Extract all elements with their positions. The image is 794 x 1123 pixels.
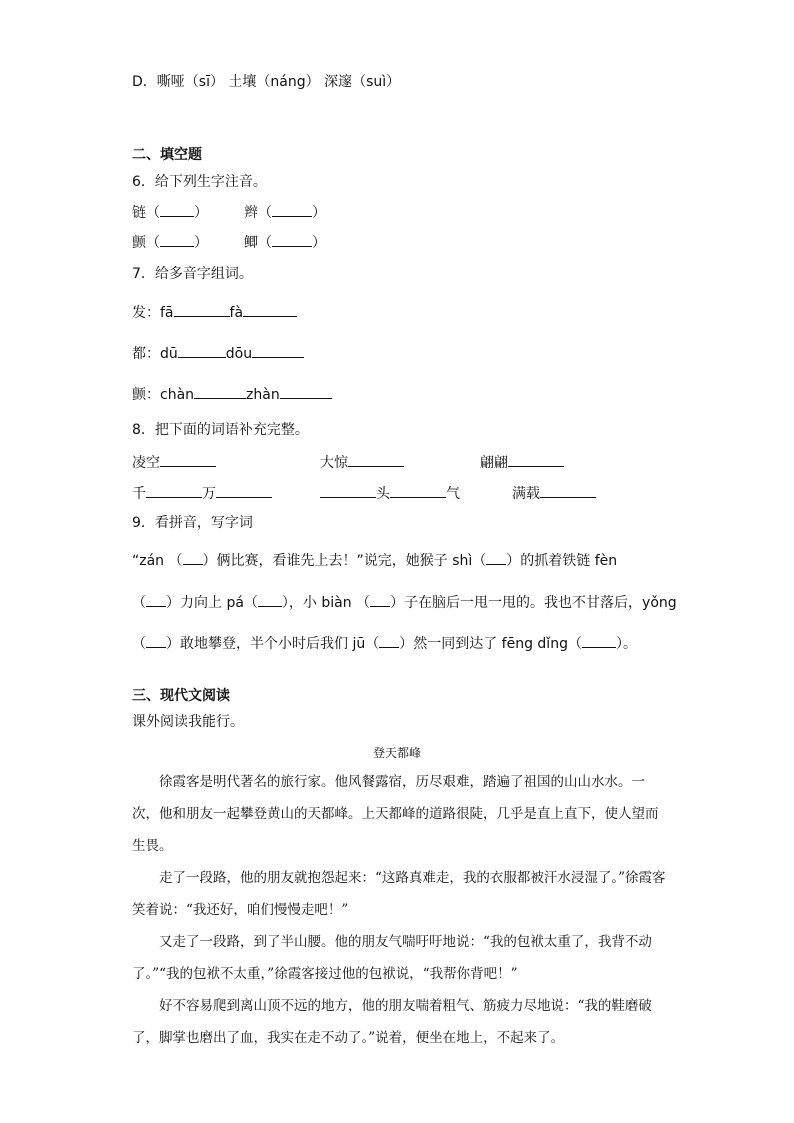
question-8: 8．把下面的词语补充完整。 [132, 422, 309, 438]
question-7: 7．给多音字组词。 [132, 266, 253, 282]
q7-row-1: 发：fā fà [132, 302, 297, 323]
q6-row-1: 链（ ） 辫（ ） [132, 202, 326, 223]
option-d: D．嘶哑（sī） 土壤（náng） 深邃（suì） [132, 74, 401, 90]
q8-row-1: 凌空 大惊 翩翩 [132, 452, 564, 473]
section-3-heading: 三、现代文阅读 [132, 688, 230, 704]
reading-intro: 课外阅读我能行。 [132, 714, 244, 730]
section-2-heading: 二、填空题 [132, 147, 202, 163]
q9-row-1: “zán （ ）俩比赛，看谁先上去！”说完，她猴子 shì（ ）的抓着铁链 fèn [132, 550, 617, 571]
q9-row-2: （ ）力向上 pá（ ），小 biàn （ ）子在脑后一甩一甩的。我也不甘落后，yǒng [132, 592, 677, 613]
passage-paragraph-4: 好不容易爬到离山顶不远的地方，他的朋友喘着粗气、筋疲力尽地说：“我的鞋磨破了，脚掌也磨出了血，我实在走不动了。”说着，便坐在地上，不起来了。 [132, 998, 652, 1046]
passage-paragraph-2: 走了一段路，他的朋友就抱怨起来：“这路真难走，我的衣服都被汗水浸湿了。”徐霞客笑着说：“我还好，咱们慢慢走吧！” [132, 870, 666, 918]
passage-title: 登天都峰 [372, 746, 421, 760]
q9-row-3: （ ）敢地攀登，半个小时后我们 jū（ ）然一同到达了 fēng dǐng（ ）。 [132, 633, 637, 654]
q7-row-3: 颤：chàn zhàn [132, 384, 332, 405]
question-6: 6．给下列生字注音。 [132, 174, 267, 190]
q6-row-2: 颤（ ） 鲫（ ） [132, 232, 326, 253]
q8-row-2: 千 万 头 气 满载 [132, 483, 596, 504]
question-9: 9．看拼音，写字词 [132, 515, 253, 531]
passage-paragraph-3: 又走了一段路，到了半山腰。他的朋友气喘吁吁地说：“我的包袱太重了，我背不动了。”“我的包袱不太重，”徐霞客接过他的包袱说，“我帮你背吧！” [132, 934, 652, 982]
passage-paragraph-1: 徐霞客是明代著名的旅行家。他风餐露宿，历尽艰难，踏遍了祖国的山山水水。一次，他和朋友一起攀登黄山的天都峰。上天都峰的道路很陡，几乎是直上直下，使人望而生畏。 [132, 774, 659, 854]
q7-row-2: 都：dū dōu [132, 343, 304, 364]
